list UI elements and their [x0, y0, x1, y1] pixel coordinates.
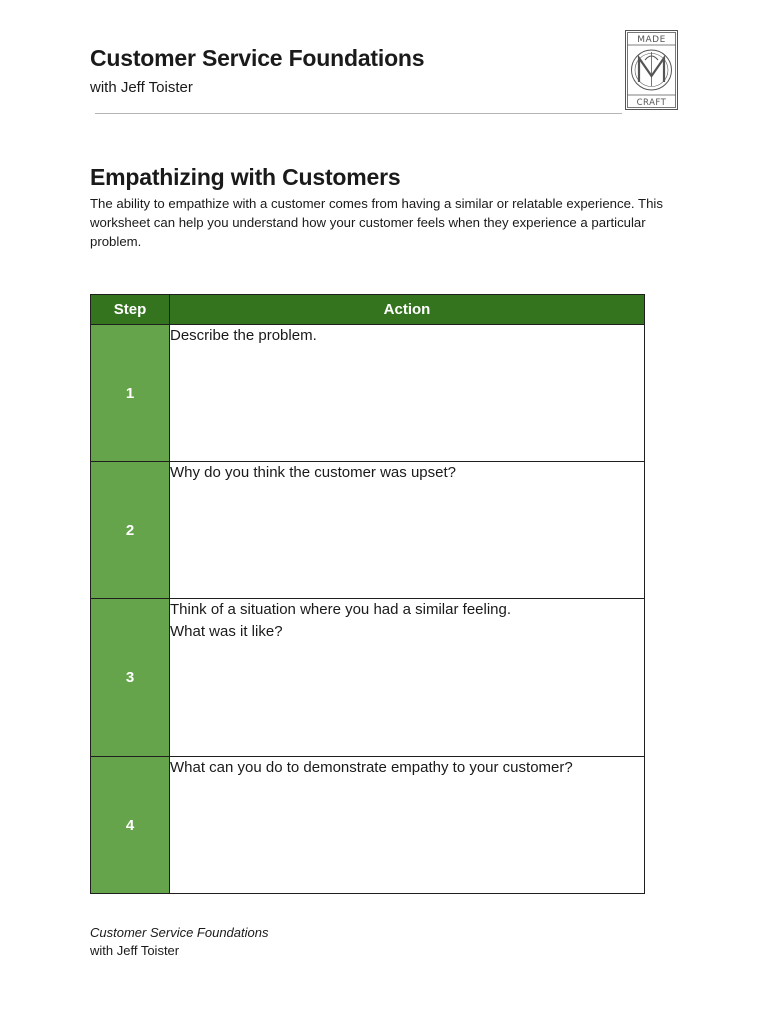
step-column-header: Step: [91, 295, 170, 325]
step-number: 2: [91, 462, 170, 599]
table-header-row: [91, 295, 645, 325]
action-column-header: Action: [170, 295, 645, 325]
action-prompt: Describe the problem.: [170, 327, 317, 344]
action-cell[interactable]: [170, 599, 645, 757]
course-author: with Jeff Toister: [90, 79, 193, 96]
table-row: [91, 757, 645, 894]
action-prompt: What was it like?: [170, 623, 283, 640]
action-cell[interactable]: [170, 325, 645, 462]
step-number: 3: [91, 599, 170, 757]
table-row: [91, 599, 645, 757]
action-prompt: Think of a situation where you had a similar feeling.: [170, 601, 512, 618]
logo-bottom-text: CRAFT: [636, 98, 667, 108]
action-cell[interactable]: [170, 462, 645, 599]
made-craft-logo-icon: [625, 30, 678, 110]
action-prompt: Why do you think the customer was upset?: [170, 464, 456, 481]
action-prompt: What can you do to demonstrate empathy to your customer?: [170, 759, 573, 776]
step-number: 1: [91, 325, 170, 462]
section-title: Empathizing with Customers: [90, 164, 401, 190]
footer-author: with Jeff Toister: [90, 943, 180, 958]
course-title: Customer Service Foundations: [90, 45, 425, 71]
table-row: [91, 462, 645, 599]
action-cell[interactable]: [170, 757, 645, 894]
empathy-steps-table: [90, 294, 645, 894]
header-divider: [95, 113, 622, 114]
table-row: [91, 325, 645, 462]
footer-course-title: Customer Service Foundations: [90, 925, 269, 940]
intro-paragraph: The ability to empathize with a customer comes from having a similar or relatable experience. This worksheet can help you understand how your customer feels when they experience a particular problem.: [90, 196, 663, 249]
logo-top-text: MADE: [637, 35, 666, 45]
step-number: 4: [91, 757, 170, 894]
